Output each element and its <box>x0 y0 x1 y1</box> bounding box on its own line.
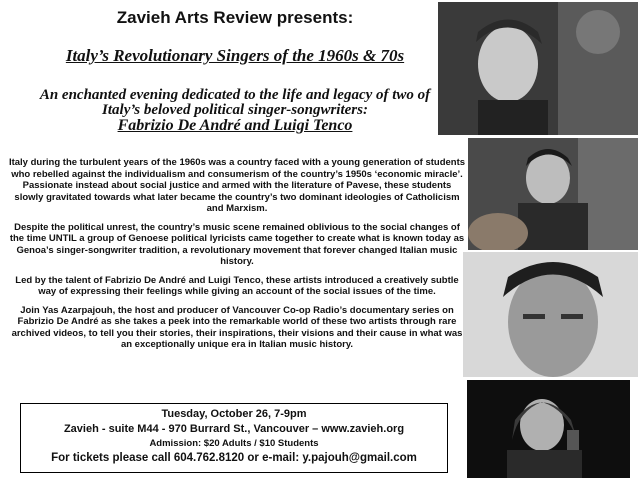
paragraph-3: Led by the talent of Fabrizio De André and Luigi Tenco, these artists introduced a creatively subtle way of expressing their feelings while giving an account of the social issues of the time. <box>15 274 459 297</box>
event-details-box <box>20 403 448 473</box>
paragraph-4: Join Yas Azarpajouh, the host and producer of Vancouver Co-op Radio’s documentary series on Fabrizio De André as she takes a peek into the remarkable world of these two artists through rare archived videos, to tell you their stories, their inspirations, their visions and their cause in what was an exceptionally unique era in Italian music history. <box>11 304 463 350</box>
singer-names: Fabrizio De André and Luigi Tenco <box>117 117 353 134</box>
photo-man-portrait-2 <box>463 252 638 377</box>
subtitle-text: An enchanted evening dedicated to the life and legacy of two of Italy’s beloved political singer-songwriters: <box>39 87 431 118</box>
photo-man-singing <box>467 380 630 478</box>
event-title: Italy’s Revolutionary Singers of the 1960s & 70s <box>65 46 405 65</box>
paragraph-1: Italy during the turbulent years of the 1960s was a country faced with a young generation of students who rebelled against the individualism and consumerism of the country’s 1950s ‘economic miracle’. Passionate instead about social justice and armed with the literature of Pavese, these students slowly gravitated towards what later became the country’s two dominant ideologies of Catholicism and Marxism. <box>8 157 466 214</box>
event-venue: Zavieh - suite M44 - 970 Burrard St., Vancouver – www.zavieh.org <box>63 423 405 435</box>
photo-man-guitar <box>468 138 638 250</box>
paragraph-2: Despite the political unrest, the country’s music scene remained oblivious to the social changes of the time UNTIL a group of Genoese political lyricists came together to create what is known today as Genoa’s singer-songwriter tradition, a revolutionary movement that forever changed Italian music history. <box>9 221 465 267</box>
event-admission: Admission: $20 Adults / $10 Students <box>149 438 319 449</box>
portrait-2-image <box>463 252 638 377</box>
portrait-1-image <box>438 2 638 135</box>
header <box>0 6 470 134</box>
singing-image <box>467 380 630 478</box>
guitar-image <box>468 138 638 250</box>
event-tickets: For tickets please call 604.762.8120 or e-mail: y.pajouh@gmail.com <box>51 452 417 464</box>
event-date: Tuesday, October 26, 7-9pm <box>161 408 307 420</box>
presenter-line: Zavieh Arts Review presents: <box>116 8 354 27</box>
body-text <box>8 157 466 358</box>
event-subtitle <box>20 88 450 134</box>
photo-man-portrait-1 <box>438 2 638 135</box>
